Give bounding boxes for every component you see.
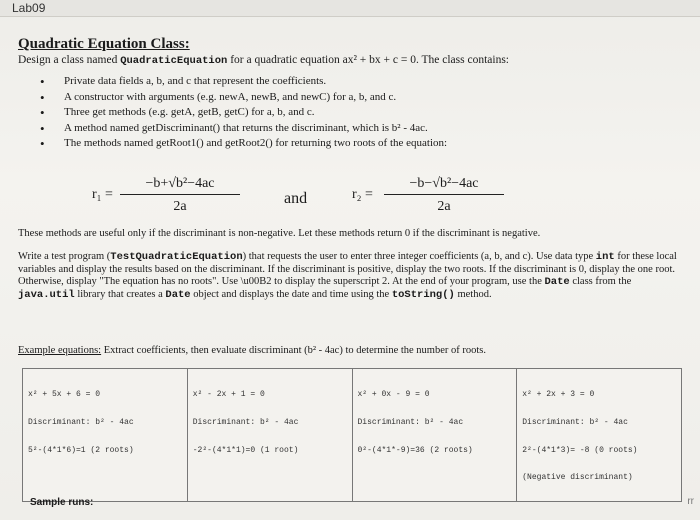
r2-fraction [384, 176, 504, 215]
corner-mark: rr [687, 496, 694, 507]
text-run: method. [454, 288, 492, 300]
intro-class-name: QuadraticEquation [120, 55, 228, 67]
example-line: Discriminant: b² - 4ac [357, 418, 464, 428]
root2-formula [352, 176, 512, 220]
example-line: x² - 2x + 1 = 0 [192, 390, 265, 400]
page-header [0, 0, 700, 17]
tostring-keyword: toString() [391, 288, 455, 301]
text-run: library that creates a [74, 288, 166, 300]
list-item: • Three get methods (e.g. getA, getB, getC) for a, b, and c. [40, 105, 447, 121]
example-line [28, 473, 182, 482]
text-run: class from the [569, 276, 632, 287]
example-equations-intro [18, 345, 688, 356]
r2-numerator: −b−√b²−4ac [384, 176, 504, 195]
discriminant-note: These methods are useful only if the discriminant is non-negative. Let these methods return 0 if the discriminant is negative. [18, 228, 541, 239]
example-line: (Negative discriminant) [522, 473, 633, 483]
test-program-instructions [18, 251, 688, 301]
example-line: Discriminant: b² - 4ac [28, 418, 134, 428]
r1-label: r₁ = [92, 187, 113, 202]
list-item: • A constructor with arguments (e.g. newA, newB, and newC) for a, b, and c. [40, 90, 447, 106]
example-label: Example equations: [18, 345, 102, 356]
list-item: • Private data fields a, b, and c that represent the coefficients. [40, 74, 447, 90]
text-run: ) that requests the user to enter three integer coefficients (a, b, and c). Use data type [242, 251, 596, 262]
section-heading: Quadratic Equation Class: [18, 36, 190, 52]
example-line [193, 473, 347, 482]
example-cell-3 [353, 369, 518, 501]
list-item: • A method named getDiscriminant() that returns the discriminant, which is b² - 4ac. [40, 121, 447, 137]
text-run: Write a test program ( [18, 251, 111, 262]
and-word: and [284, 190, 308, 207]
r2-denominator: 2a [437, 199, 451, 214]
example-line: 0²-(4*1*-9)=36 (2 roots) [357, 445, 473, 455]
example-line: 2²-(4*1*3)= -8 (0 roots) [522, 445, 638, 455]
date-keyword: Date [544, 276, 570, 288]
int-keyword: int [595, 251, 615, 263]
sample-runs-label: Sample runs: [30, 497, 94, 508]
example-line [358, 473, 512, 482]
examples-table [22, 368, 682, 502]
example-line: -2²-(4*1*1)=0 (1 root) [192, 445, 299, 455]
lab-title: Lab09 [12, 1, 46, 15]
r1-fraction [120, 176, 240, 215]
r1-numerator: −b+√b²−4ac [120, 176, 240, 195]
java-util-keyword: java.util [18, 288, 75, 301]
date-keyword: Date [165, 288, 191, 301]
intro-part2: for a quadratic equation ax² + bx + c = 0. The class contains: [227, 54, 510, 66]
intro-part1: Design a class named [18, 54, 121, 66]
example-line: x² + 5x + 6 = 0 [28, 390, 101, 400]
example-cell-2 [188, 369, 353, 501]
example-line: 5²-(4*1*6)=1 (2 roots) [28, 445, 134, 455]
list-item: • The methods named getRoot1() and getRoot2() for returning two roots of the equation: [40, 136, 447, 152]
root1-formula [92, 176, 252, 220]
example-text: Extract coefficients, then evaluate discriminant (b² - 4ac) to determine the number of roots. [101, 345, 487, 356]
r2-label: r₂ = [352, 187, 373, 202]
r1-denominator: 2a [173, 199, 187, 214]
test-class-name: TestQuadraticEquation [110, 251, 243, 263]
example-cell-4 [517, 369, 681, 501]
example-line: x² + 0x - 9 = 0 [357, 390, 430, 400]
intro-text [18, 54, 509, 67]
text-run: for these local variables and display the results based on the discriminant. If the discriminant is positive, display the two roots. If the discriminant is 0, display the one root. Otherwise, display "The equation has no roots". Use \u00B2 to display the superscript 2. At the end of your program, use the [18, 251, 677, 287]
requirements-list [40, 74, 447, 152]
example-cell-1 [23, 369, 188, 501]
example-line: Discriminant: b² - 4ac [192, 418, 299, 428]
example-line: Discriminant: b² - 4ac [522, 418, 628, 428]
example-line: x² + 2x + 3 = 0 [522, 390, 595, 400]
text-run: object and displays the date and time using the [190, 288, 392, 300]
